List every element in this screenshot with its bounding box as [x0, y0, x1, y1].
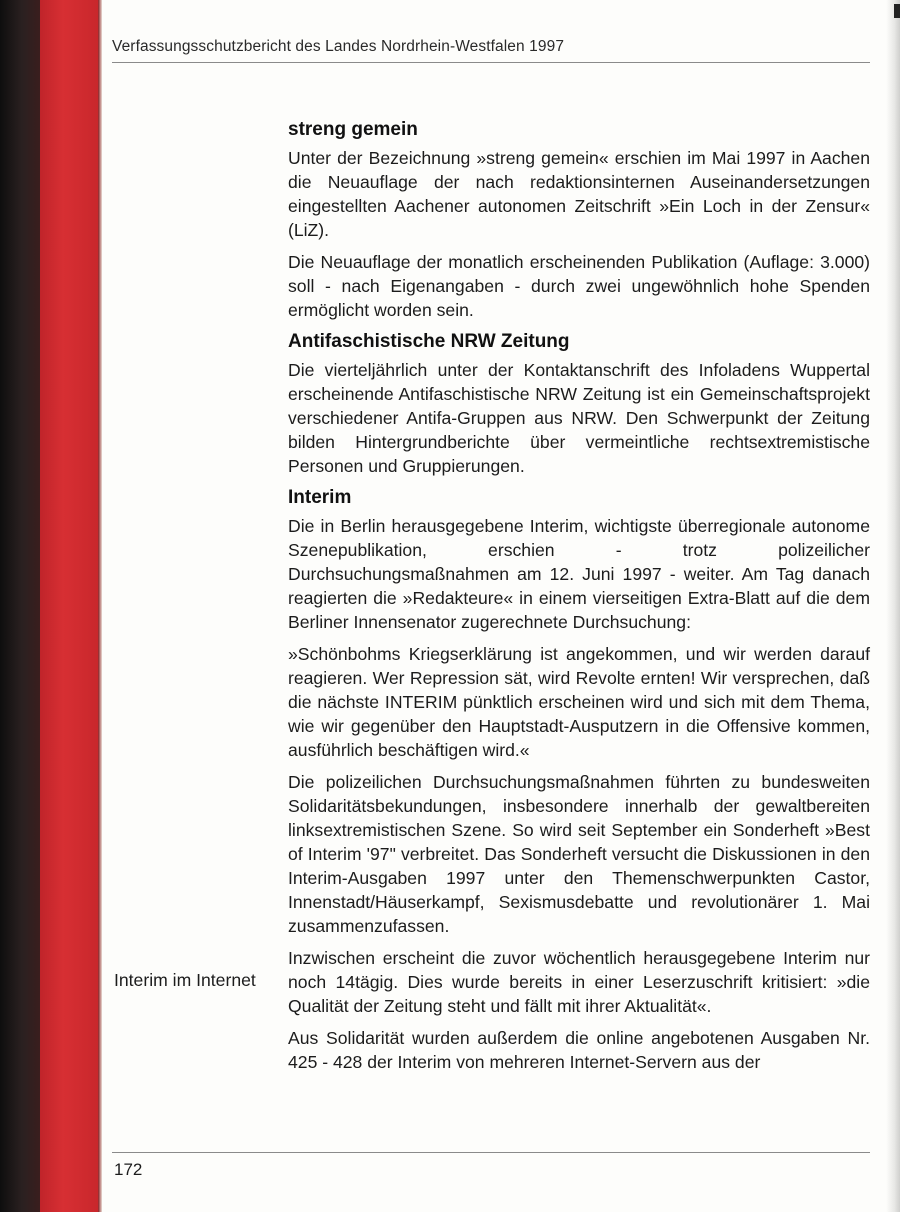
section-heading: streng gemein — [288, 119, 418, 140]
paragraph: Die Neuauflage der monatlich erscheinenden Publikation (Auflage: 3.000) soll - nach Eigenangaben - durch zwei ungewöhnlich hohe Spenden ermöglicht worden sein. — [288, 252, 870, 320]
footer-rule — [112, 1152, 870, 1153]
paragraph: Die polizeilichen Durchsuchungsmaßnahmen führten zu bundesweiten Solidaritätsbekundungen, insbesondere innerhalb der gewaltbereiten linksextremistischen Szene. So wird seit September ein Sonderheft »Best of Interim '97" verbreitet. Das Sonderheft versucht die Diskussionen in den Interim-Ausgaben 1997 unter den Themenschwerpunkten Castor, Innenstadt/Häuserkampf, Sexismusdebatte und revolutionärer 1. Mai zusammenzufassen. — [288, 772, 870, 936]
section-heading: Antifaschistische NRW Zeitung — [288, 331, 570, 352]
paragraph: Unter der Bezeichnung »streng gemein« erschien im Mai 1997 in Aachen die Neuauflage der nach redaktionsinternen Auseinandersetzungen eingestellten Aachener autonomen Zeitschrift »Ein Loch in der Zensur« (LiZ). — [288, 148, 870, 240]
paragraph: Die in Berlin herausgegebene Interim, wichtigste überregionale autonome Szenepublikation, erschien - trotz polizeilicher Durchsuchungsmaßnahmen am 12. Juni 1997 - weiter. Am Tag danach reagierten die »Redakteure« in einem vierseitigen Extra-Blatt auf die dem Berliner Innensenator zugerechnete Durchsuchung: — [288, 516, 870, 632]
section-streng-gemein — [288, 118, 870, 322]
main-column — [288, 118, 870, 1082]
paragraph: Die vierteljährlich unter der Kontaktanschrift des Infoladens Wuppertal erscheinende Antifaschistische NRW Zeitung ist ein Gemeinschaftsprojekt verschiedener Antifa-Gruppen aus NRW. Den Schwerpunkt der Zeitung bilden Hintergrundberichte über vermeintliche rechtsextremistische Personen und Gruppierungen. — [288, 360, 870, 476]
quote-paragraph: »Schönbohms Kriegserklärung ist angekommen, und wir werden darauf reagieren. Wer Repression sät, wird Revolte ernten! Wir versprechen, daß die nächste INTERIM pünktlich erscheinen wird und sich mit dem Thema, wie wir gegenüber den Hauptstadt-Ausputzern in die Offensive kommen, ausführlich beschäftigen wird.« — [288, 644, 870, 760]
section-interim — [288, 486, 870, 1074]
book-spine-dark — [0, 0, 40, 1212]
page-right-edge — [886, 0, 900, 1212]
running-header: Verfassungsschutzbericht des Landes Nordrhein-Westfalen 1997 — [112, 38, 565, 55]
paragraph: Aus Solidarität wurden außerdem die online angebotenen Ausgaben Nr. 425 - 428 der Interim von mehreren Internet-Servern aus der — [288, 1028, 870, 1072]
book-spine-red — [40, 0, 98, 1212]
section-heading: Interim — [288, 487, 352, 508]
margin-note: Interim im Internet — [114, 970, 256, 990]
paragraph: Inzwischen erscheint die zuvor wöchentlich herausgegebene Interim nur noch 14tägig. Dies wurde bereits in einer Leserzuschrift kritisiert: »die Qualität der Zeitung steht und fällt mit ihrer Aktualität«. — [288, 948, 870, 1016]
header-rule — [112, 62, 870, 63]
page-number: 172 — [114, 1160, 143, 1179]
section-antifa-nrw-zeitung — [288, 330, 870, 478]
corner-mark — [894, 4, 900, 18]
book-spine-edge — [98, 0, 102, 1212]
